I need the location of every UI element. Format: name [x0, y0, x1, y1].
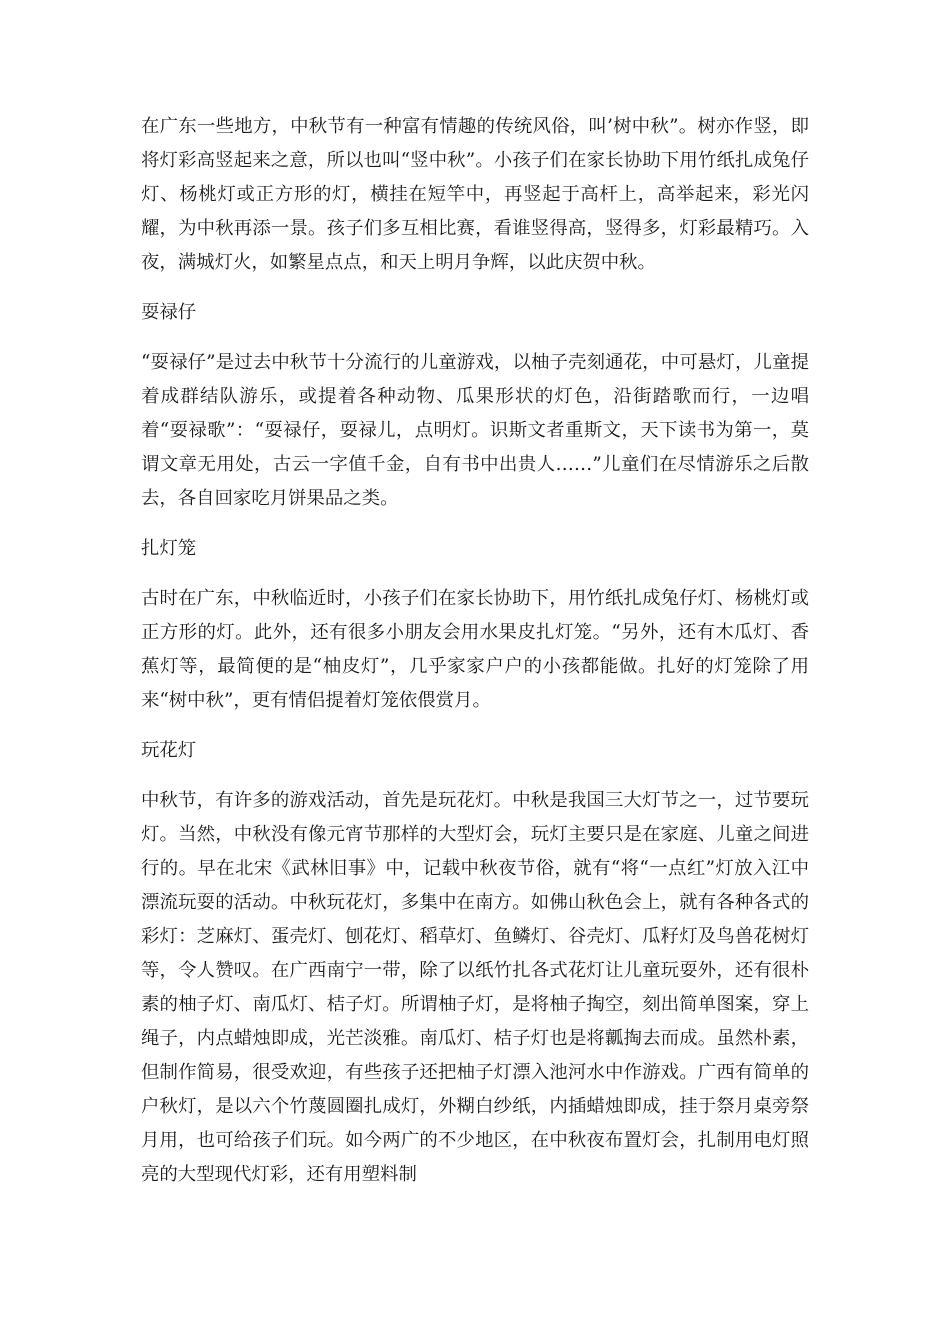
- wan-hua-deng-paragraph: 中秋节，有许多的游戏活动，首先是玩花灯。中秋是我国三大灯节之一，过节要玩灯。当然，中秋没有像元宵节那样的大型灯会，玩灯主要只是在家庭、儿童之间进行的。早在北宋《武林旧事》中，记载中秋夜节俗，就有“将“一点红”灯放入江中漂流玩耍的活动。中秋玩花灯，多集中在南方。如佛山秋色会上，就有各种各式的彩灯：芝麻灯、蛋壳灯、刨花灯、稻草灯、鱼鳞灯、谷壳灯、瓜籽灯及鸟兽花树灯等，令人赞叹。在广西南宁一带，除了以纸竹扎各式花灯让儿童玩耍外，还有很朴素的柚子灯、南瓜灯、桔子灯。所谓柚子灯，是将柚子掏空，刻出简单图案，穿上绳子，内点蜡烛即成，光芒淡雅。南瓜灯、桔子灯也是将瓤掏去而成。虽然朴素，但制作简易，很受欢迎，有些孩子还把柚子灯漂入池河水中作游戏。广西有简单的户秋灯，是以六个竹蔑圆圈扎成灯，外糊白纱纸，内插蜡烛即成，挂于祭月桌旁祭月用，也可给孩子们玩。如今两广的不少地区，在中秋夜布置灯会，扎制用电灯照亮的大型现代灯彩，还有用塑料制: [141, 790, 809, 1185]
- zha-deng-long-paragraph: 古时在广东，中秋临近时，小孩子们在家长协助下，用竹纸扎成兔仔灯、杨桃灯或正方形的灯。此外，还有很多小朋友会用水果皮扎灯笼。“另外，还有木瓜灯、香蕉灯等，最简便的是“柚皮灯”，几乎家家户户的小孩都能做。扎好的灯笼除了用来“树中秋”，更有情侣提着灯笼依偎赏月。: [141, 588, 809, 711]
- section-heading-shua-lu-zai: 耍禄仔: [141, 302, 197, 323]
- section-heading-wan-hua-deng: 玩花灯: [141, 740, 197, 761]
- intro-paragraph: 在广东一些地方，中秋节有一种富有情趣的传统风俗，叫’树中秋”。树亦作竖，即将灯彩高竖起来之意，所以也叫“竖中秋”。小孩子们在家长协助下用竹纸扎成兔仔灯、杨桃灯或正方形的灯，横挂在短竿中，再竖起于高杆上，高举起来，彩光闪耀，为中秋再添一景。孩子们多互相比赛，看谁竖得高，竖得多，灯彩最精巧。入夜，满城灯火，如繁星点点，和天上明月争辉，以此庆贺中秋。: [141, 116, 809, 273]
- section-heading-zha-deng-long: 扎灯笼: [141, 538, 197, 559]
- shua-lu-zai-paragraph: “耍禄仔”是过去中秋节十分流行的儿童游戏，以柚子壳刻通花，中可悬灯，儿童提着成群结队游乐，或提着各种动物、瓜果形状的灯色，沿街踏歌而行，一边唱着“耍禄歌”：“耍禄仔，耍禄儿，点明灯。识斯文者重斯文，天下读书为第一，莫谓文章无用处，古云一字值千金，自有书中出贵人……”儿童们在尽情游乐之后散去，各自回家吃月饼果品之类。: [141, 352, 809, 509]
- document-body: [141, 110, 809, 1192]
